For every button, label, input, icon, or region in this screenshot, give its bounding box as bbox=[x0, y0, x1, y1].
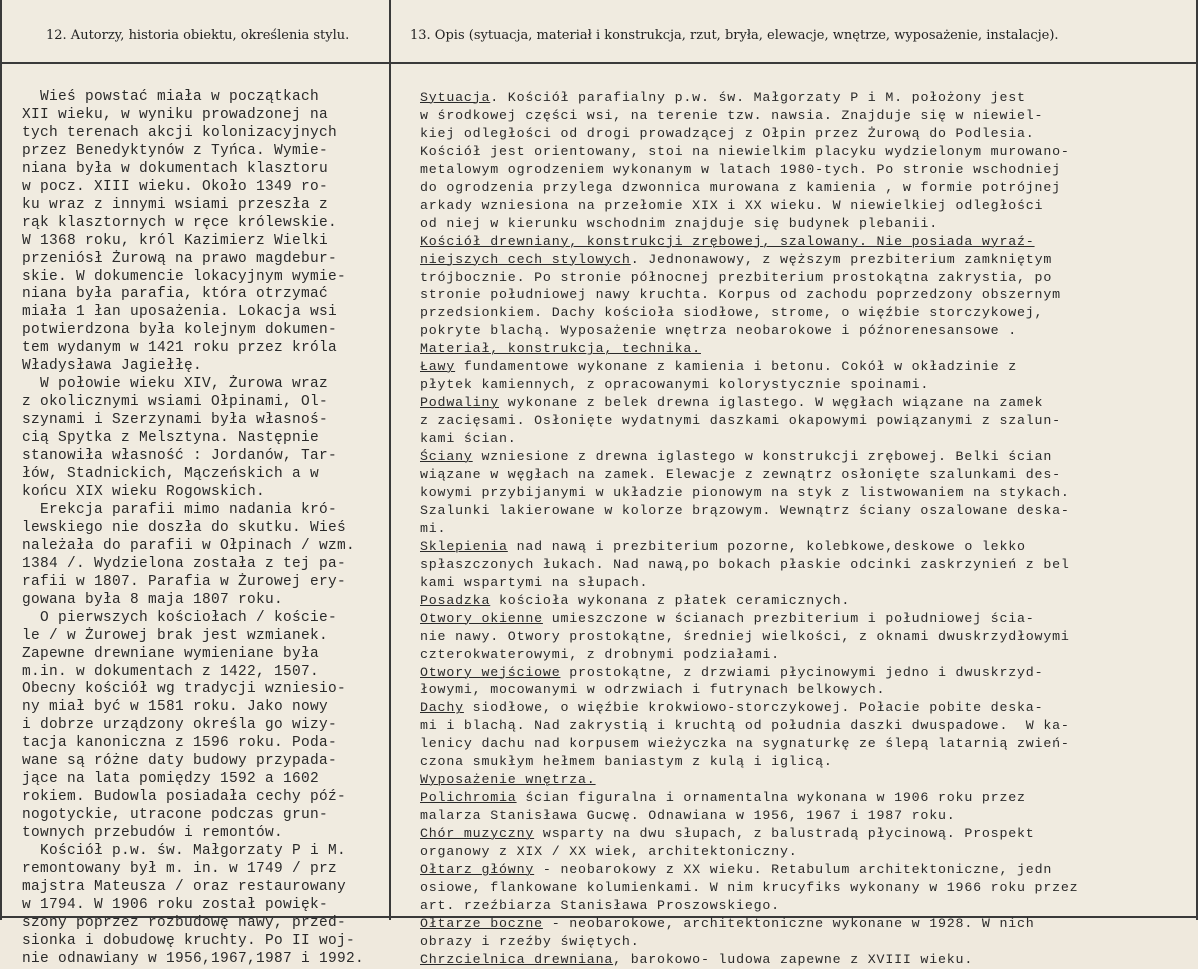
description-text: kami wspartymi na słupach. bbox=[420, 574, 649, 590]
history-line: ny miał być w 1581 roku. Jako nowy bbox=[22, 699, 329, 716]
description-text: czona smukłym hełmem baniastym z kulą i iglicą. bbox=[420, 754, 833, 770]
description-text: mi. bbox=[420, 520, 447, 536]
history-line: m.in. w dokumentach z 1422, 1507. bbox=[22, 663, 320, 680]
description-text: w środkowej części wsi, na terenie tzw. nawsia. Znajduje się w niewiel- bbox=[420, 107, 1044, 123]
description-line bbox=[420, 933, 1078, 951]
description-text: obrazy i rzeźby świętych. bbox=[420, 933, 640, 949]
column-divider-left bbox=[0, 0, 2, 920]
history-line: majstra Mateusza / oraz restaurowany bbox=[22, 878, 347, 895]
description-text: siodłowe, o więźbie krokwiowo-storczykowej. Połacie pobite deska- bbox=[463, 700, 1044, 716]
description-text: ścian figuralna i ornamentalna wykonana w 1906 roku przez bbox=[516, 790, 1026, 806]
description-line bbox=[420, 412, 1078, 430]
history-line: z okolicznymi wsiami Ołpinami, Ol- bbox=[22, 394, 329, 411]
description-text: , barokowo- ludowa zapewne z XVIII wieku. bbox=[613, 951, 974, 967]
section-heading: Podwaliny bbox=[420, 395, 500, 411]
description-line bbox=[420, 735, 1078, 753]
section-heading: Ławy bbox=[420, 359, 456, 375]
description-line bbox=[420, 322, 1078, 340]
description-text: wykonane z belek drewna iglastego. W węgłach wiązane na zamek bbox=[499, 395, 1044, 411]
description-text-column bbox=[420, 89, 1078, 969]
description-line bbox=[420, 681, 1078, 699]
description-line bbox=[420, 179, 1078, 197]
description-line bbox=[420, 628, 1078, 646]
history-line: Wieś powstać miała w początkach bbox=[22, 89, 320, 105]
section-heading: Chór muzyczny bbox=[420, 826, 535, 842]
description-text: kiej odległości od drogi prowadzącej z Ołpin przez Żurową do Podlesia. bbox=[420, 125, 1035, 141]
description-line bbox=[420, 538, 1078, 556]
description-line bbox=[420, 197, 1078, 215]
history-line: skie. W dokumencie lokacyjnym wymie- bbox=[22, 268, 347, 285]
history-line: tacja kanoniczna z 1596 roku. Poda- bbox=[22, 735, 338, 752]
header-rule bbox=[0, 62, 1198, 64]
history-line: Władysława Jagiełłę. bbox=[22, 358, 203, 375]
history-line: le / w Żurowej brak jest wzmianek. bbox=[22, 627, 329, 644]
history-line: wane są różne daty budowy przypada- bbox=[22, 753, 338, 770]
history-line: XII wieku, w wyniku prowadzonej na bbox=[22, 106, 329, 123]
description-line bbox=[420, 771, 1078, 789]
description-line bbox=[420, 143, 1078, 161]
description-line bbox=[420, 574, 1078, 592]
section-heading: Kościół drewniany, konstrukcji zrębowej, szalowany. Nie posiada wyraź- bbox=[420, 233, 1035, 249]
description-text: organowy z XIX / XX wiek, architektoniczny. bbox=[420, 844, 798, 860]
section-heading: Ołtarz główny bbox=[420, 861, 535, 877]
history-line: jące na lata pomiędzy 1592 a 1602 bbox=[22, 771, 320, 788]
description-line bbox=[420, 484, 1078, 502]
history-line: gowana była 8 maja 1807 roku. bbox=[22, 591, 284, 608]
description-line bbox=[420, 107, 1078, 125]
history-line: należała do parafii w Ołpinach / wzm. bbox=[22, 537, 356, 554]
history-line: Erekcja parafii mimo nadania kró- bbox=[22, 501, 338, 518]
description-line bbox=[420, 376, 1078, 394]
description-line bbox=[420, 861, 1078, 879]
history-line: W połowie wieku XIV, Żurowa wraz bbox=[22, 376, 329, 393]
description-text: kami ścian. bbox=[420, 431, 517, 447]
description-line bbox=[420, 807, 1078, 825]
history-line: stanowiła własność : Jordanów, Tar- bbox=[22, 448, 338, 465]
history-line: potwierdzona była kolejnym dokumen- bbox=[22, 322, 338, 339]
section-heading: Posadzka bbox=[420, 592, 491, 608]
section-heading: Ołtarze boczne bbox=[420, 915, 543, 931]
section-heading: Sklepienia bbox=[420, 538, 508, 554]
history-line: końcu XIX wieku Rogowskich. bbox=[22, 483, 266, 500]
section-heading: Materiał, konstrukcja, technika. bbox=[420, 341, 701, 357]
description-text: spłaszczonych łukach. Nad nawą,po bokach płaskie odcinki zaskrzynień z bel bbox=[420, 556, 1070, 572]
description-text: wsparty na dwu słupach, z balustradą płycinową. Prospekt bbox=[534, 826, 1035, 842]
description-line bbox=[420, 699, 1078, 717]
description-line bbox=[420, 915, 1078, 933]
description-text: wzniesione z drewna iglastego w konstrukcji zrębowej. Belki ścian bbox=[472, 449, 1053, 465]
history-line: O pierwszych kościołach / koście- bbox=[22, 609, 338, 626]
description-line bbox=[420, 269, 1078, 287]
history-line: townych przebudów i remontów. bbox=[22, 825, 284, 842]
section-heading: Ściany bbox=[420, 449, 473, 465]
history-line: tem wydanym w 1421 roku przez króla bbox=[22, 340, 338, 357]
description-text: mi i blachą. Nad zakrystią i kruchtą od południa daszki dwuspadowe. W ka- bbox=[420, 718, 1070, 734]
section-heading: niejszych cech stylowych bbox=[420, 251, 631, 267]
description-text: umieszczone w ścianach prezbiterium i południowej ścia- bbox=[542, 610, 1035, 626]
description-line bbox=[420, 753, 1078, 771]
description-line bbox=[420, 430, 1078, 448]
history-line: nogotyckie, utracone podczas grun- bbox=[22, 807, 329, 824]
description-line bbox=[420, 286, 1078, 304]
description-text: lenicy dachu nad korpusem wieżyczka na sygnaturkę ze ślepą latarnią zwień- bbox=[420, 736, 1070, 752]
description-text: kowymi przybijanymi w układzie pionowym na styk z listwowaniem na stykach. bbox=[420, 484, 1070, 500]
description-line bbox=[420, 251, 1078, 269]
description-line bbox=[420, 502, 1078, 520]
history-line: rąk klasztornych w ręce królewskie. bbox=[22, 214, 338, 231]
history-line: w pocz. XIII wieku. Około 1349 ro- bbox=[22, 178, 329, 195]
description-line bbox=[420, 394, 1078, 412]
history-line: tych terenach akcji kolonizacyjnych bbox=[22, 124, 338, 141]
description-text: arkady wzniesiona na przełomie XIX i XX wieku. W niewielkiej odległości bbox=[420, 197, 1044, 213]
section-heading: Dachy bbox=[420, 700, 464, 716]
description-line bbox=[420, 592, 1078, 610]
description-text: wiązane w węgłach na zamek. Elewacje z zewnątrz osłonięte szalunkami des- bbox=[420, 467, 1061, 483]
history-line: Kościół p.w. św. Małgorzaty P i M. bbox=[22, 843, 347, 860]
description-line bbox=[420, 161, 1078, 179]
history-line: rokiem. Budowla posiadała cechy póź- bbox=[22, 789, 347, 806]
history-line: w 1794. W 1906 roku został powięk- bbox=[22, 896, 329, 913]
description-text: malarza Stanisława Gucwę. Odnawiana w 1956, 1967 i 1987 roku. bbox=[420, 808, 956, 824]
description-line bbox=[420, 843, 1078, 861]
history-line: niana była w dokumentach klasztoru bbox=[22, 160, 329, 177]
history-line: przez Benedyktynów z Tyńca. Wymie- bbox=[22, 142, 329, 159]
description-text: Szalunki lakierowane w kolorze brązowym. Wewnątrz ściany oszalowane deska- bbox=[420, 502, 1070, 518]
history-line: nie odnawiany w 1956,1967,1987 i 1992. bbox=[22, 950, 365, 967]
history-line: szynami i Szerzynami była własnoś- bbox=[22, 412, 329, 429]
description-line bbox=[420, 233, 1078, 251]
description-text: osiowe, flankowane kolumienkami. W nim krucyfiks wykonany w 1966 roku przez bbox=[420, 879, 1079, 895]
description-text: kościoła wykonana z płatek ceramicznych. bbox=[490, 592, 851, 608]
description-text: do ogrodzenia przylega dzwonnica murowana z kamienia , w formie potrójnej bbox=[420, 179, 1061, 195]
history-line: remontowany był m. in. w 1749 / prz bbox=[22, 860, 338, 877]
description-text: nie nawy. Otwory prostokątne, średniej wielkości, z oknami dwuskrzydłowymi bbox=[420, 628, 1070, 644]
history-line: rafii w 1807. Parafia w Żurowej ery- bbox=[22, 573, 347, 590]
history-text-column bbox=[22, 89, 364, 969]
header-description: 13. Opis (sytuacja, materiał i konstrukcja, rzut, bryła, elewacje, wnętrze, wyposażenie, instalacje). bbox=[410, 28, 1059, 43]
history-line: miała 1 łan uposażenia. Lokacja wsi bbox=[22, 304, 338, 321]
description-text: . Jednonawowy, z węższym prezbiterium zamkniętym bbox=[630, 251, 1053, 267]
description-text: płytek kamiennych, z opracowanymi kolorystycznie spoinami. bbox=[420, 377, 930, 393]
section-heading: Otwory wejściowe bbox=[420, 664, 561, 680]
description-text: art. rzeźbiarza Stanisława Proszowskiego. bbox=[420, 897, 780, 913]
description-line bbox=[420, 951, 1078, 969]
history-line: sionka i dobudowę kruchty. Po II woj- bbox=[22, 932, 356, 949]
history-line: Obecny kościół wg tradycji wzniesio- bbox=[22, 681, 347, 698]
description-line bbox=[420, 89, 1078, 107]
description-line bbox=[420, 340, 1078, 358]
description-line bbox=[420, 825, 1078, 843]
description-line bbox=[420, 448, 1078, 466]
history-line: łów, Stadnickich, Mączeńskich a w bbox=[22, 466, 320, 483]
description-line bbox=[420, 466, 1078, 484]
description-line bbox=[420, 520, 1078, 538]
history-line: W 1368 roku, król Kazimierz Wielki bbox=[22, 232, 329, 249]
history-line: niana była parafia, która otrzymać bbox=[22, 286, 329, 303]
description-text: fundamentowe wykonane z kamienia i betonu. Cokół w okładzinie z bbox=[455, 359, 1018, 375]
description-text: czterokwaterowymi, z drobnymi podziałami. bbox=[420, 646, 780, 662]
header-authors-history: 12. Autorzy, historia obiektu, określenia stylu. bbox=[46, 28, 350, 43]
description-text: przedsionkiem. Dachy kościoła siodłowe, strome, o więźbie storczykowej, bbox=[420, 305, 1044, 321]
history-line: lewskiego nie doszła do skutku. Wieś bbox=[22, 519, 347, 536]
description-text: . Kościół parafialny p.w. św. Małgorzaty P i M. położony jest bbox=[490, 90, 1026, 105]
description-line bbox=[420, 664, 1078, 682]
description-line bbox=[420, 879, 1078, 897]
description-line bbox=[420, 610, 1078, 628]
history-line: szony poprzez rozbudowę nawy, przed- bbox=[22, 914, 347, 931]
history-line: ku wraz z innymi wsiami przeszła z bbox=[22, 196, 329, 213]
description-line bbox=[420, 646, 1078, 664]
history-line: 1384 /. Wydzielona została z tej pa- bbox=[22, 555, 347, 572]
description-text: pokryte blachą. Wyposażenie wnętrza neobarokowe i późnorenesansowe . bbox=[420, 323, 1018, 339]
description-text: nad nawą i prezbiterium pozorne, kolebkowe,deskowe o lekko bbox=[507, 538, 1026, 554]
description-line bbox=[420, 789, 1078, 807]
description-text: od niej w kierunku wschodnim znajduje się budynek plebanii. bbox=[420, 215, 938, 231]
section-heading: Otwory okienne bbox=[420, 610, 543, 626]
section-heading: Polichromia bbox=[420, 790, 517, 806]
history-line: cią Spytka z Melsztyna. Następnie bbox=[22, 430, 320, 447]
description-line bbox=[420, 304, 1078, 322]
history-line: i dobrze urządzony określa go wizy- bbox=[22, 717, 338, 734]
description-text: z zacięsami. Osłonięte wydatnymi daszkami okapowymi powiązanymi z szalun- bbox=[420, 413, 1061, 429]
section-heading: Sytuacja bbox=[420, 90, 491, 105]
description-text: stronie południowej nawy kruchta. Korpus od zachodu poprzedzony obszernym bbox=[420, 287, 1061, 303]
description-text: prostokątne, z drzwiami płycinowymi jedno i dwuskrzyd- bbox=[560, 664, 1044, 680]
description-line bbox=[420, 717, 1078, 735]
section-heading: Chrzcielnica drewniana bbox=[420, 951, 614, 967]
description-line bbox=[420, 358, 1078, 376]
description-line bbox=[420, 215, 1078, 233]
description-line bbox=[420, 125, 1078, 143]
column-divider-middle bbox=[389, 0, 391, 920]
description-text: - neobarokowe, architektoniczne wykonane w 1928. W nich bbox=[542, 915, 1035, 931]
section-heading: Wyposażenie wnętrza. bbox=[420, 772, 596, 788]
description-text: metalowym ogrodzeniem wykonanym w latach 1980-tych. Po stronie wschodniej bbox=[420, 161, 1061, 177]
description-text: trójbocznie. Po stronie północnej prezbiterium prostokątna zakrystia, po bbox=[420, 269, 1053, 285]
description-text: Kościół jest orientowany, stoi na niewielkim placyku wydzielonym murowano- bbox=[420, 143, 1070, 159]
history-line: Zapewne drewniane wymieniane była bbox=[22, 645, 320, 662]
history-line: przeniósł Żurową na prawo magdebur- bbox=[22, 250, 338, 267]
description-line bbox=[420, 556, 1078, 574]
description-text: - neobarokowy z XX wieku. Retabulum architektoniczne, jedn bbox=[534, 861, 1053, 877]
description-text: łowymi, mocowanymi w odrzwiach i futrynach belkowych. bbox=[420, 682, 886, 698]
description-line bbox=[420, 897, 1078, 915]
